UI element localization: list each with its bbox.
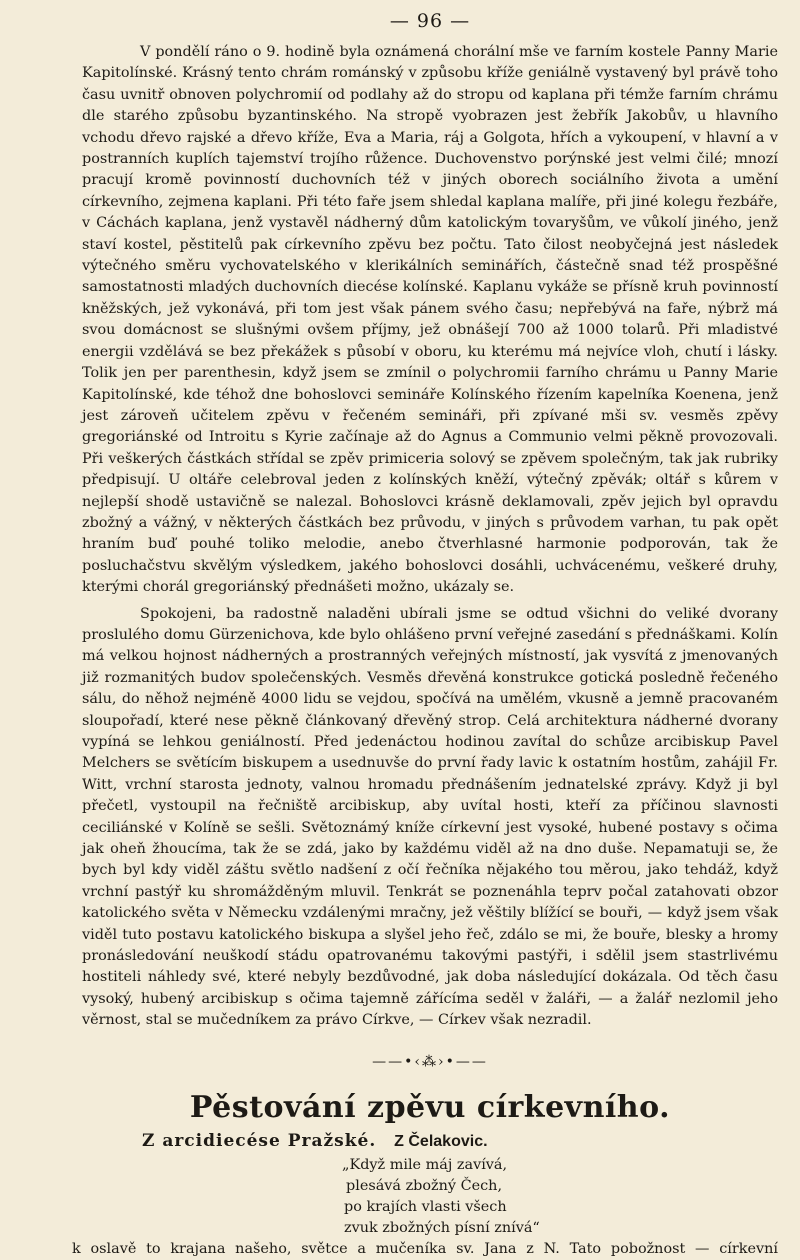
section-divider: ——•‹⁂›•—— [372,1053,488,1070]
article-continuation: k oslavě to krajana našeho, světce a mučeníka sv. Jana z N. Tato pobožnost — církevní [72,1240,778,1257]
poem-line: „Když mile máj zavívá, [342,1156,508,1173]
poem-line: po krajích vlasti všech [344,1198,507,1215]
paragraph-1: V pondělí ráno o 9. hodině byla oznámená chorální mše ve farním kostele Panny Marie Kapitolínské. Krásný tento chrám románský v způsobu kříže geniálně vystavený byl právě toho času uvnitř obnoven polychromií od podlahy až do stropu od kaplana při témže farním chrámu dle starého způsobu byzantinského. Na stropě vyobrazen jest žebřík Jakobův, u hlavního vchodu dřevo rajské a dřevo kříže, Eva a Maria, ráj a Golgota, hřích a vykoupení, v hlavní a v postranních kuplích tajemství trojího růžence. Duchovenstvo porýnské jest velmi čilé; mnozí pracují kromě povinností duchovních též v jiných oborech sociálního života a umění církevního, zejmena kaplani. Při této faře jsem shledal kaplana malíře, při jiné kolegu řezbáře, v Cáchách kaplana, jenž vystavěl nádherný dům katolickým tovaryšům, ve vůkolí jiného, jenž staví kostel, pěstitelů pak církevního zpěvu bez počtu. Tato čilost neobyčejná jest následek výtečného směru vychovatelského v klerikálních seminářích, částečně snad též prospěšné samostatnosti mladých duchovních diecése kolínské. Kaplanu vykáže se přísně kruh povinností kněžských, jež vykonává, při tom jest však pánem svého času; nepřebývá na faře, nýbrž má svou domácnost se slušnými ovšem příjmy, jež obnášejí 700 až 1000 tolarů. Při mladistvé energii vzdělává se bez překážek s působí v oboru, ku kterému má nejvíce vloh, chutí i lásky. Tolik jen per parenthesin, když jsem se zmínil o polychromii farního chrámu u Panny Marie Kapitolínské, kde téhož dne bohoslovci semináře Kolínského řízením kapelníka Koenena, jenž jest zároveň učitelem zpěvu v řečeném semináři, při zpívané mši sv. vesměs zpěvy gregoriánské od Introitu s Kyrie začínaje až do Agnus a Communio velmi pěkně provozovali. Při veškerých částkách střídal se zpěv primiceria solový se zpěvem společným, tak jak rubriky předpisují. U oltáře celebroval jeden z kolínských kněží, výtečný zpěvák; oltář s kůrem v nejlepší shodě ustavičně se nalezal. Bohoslovci krásně deklamovali, zpěv jejich byl opravdu zbožný a vážný, v některých částkách bez průvodu, v jiných s průvodem varhan, tu pak opět hraním buď pouhé toliko melodie, anebo čtverhlasné harmonie podporován, tak že posluchačstvu skvělým výsledkem, jakého bohoslovci dosáhli, uchvácenému, veškeré druhy, kterými chorál gregoriánský přednášeti možno, ukázaly se. [82,44,778,596]
diocese-label: Z arcidiecése Pražské. [142,1130,377,1151]
poem-line: plesává zbožný Čech, [346,1177,503,1194]
paragraph-2: Spokojeni, ba radostně naladěni ubírali jsme se odtud všichni do veliké dvorany proslulého domu Gürzenichova, kde bylo ohlášeno první veřejné zasedání s přednáškami. Kolín má velkou hojnost nádherných a prostranných veřejných místností, jak vysvítá z jmenovaných již rozmanitých budov společenských. Vesměs dřevěná konstrukce gotická posledně řečeného sálu, do něhož nejméně 4000 lidu se vejdou, spočívá na umělém, vkusně a jemně pracovaném sloupořadí, které nese pěkně článkovaný dřevěný strop. Celá architektura nádherné dvorany vypíná se lehkou geniálností. Před jedenáctou hodinou zavítal do schůze arcibiskup Pavel Melchers se světícím biskupem a usednuvše do první řady lavic k ostatním hostům, zahájil Fr. Witt, vrchní starosta jednoty, valnou hromadu přednášením jednatelské zprávy. Když ji byl přečetl, vystoupil na řečniště arcibiskup, aby uvítal hosti, kteří za příčinou slavnosti ceciliánské v Kolíně se sešli. Světoznámý kníže církevní jest vysoké, hubené postavy s očima jak oheň žhoucíma, tak že se zdá, jako by každému viděl až na dno duše. Nepamatuji se, že bych byl kdy viděl záštu světlo nadšení z očí řečníka nějakého tou měrou, jako tehdáž, když vrchní pastýř ku shromážděným mluvil. Tenkrát se poznenáhla teprv počal zatahovati obzor katolického světa v Německu vzdálenými mračny, jež věštily blížící se bouři, — když jsem však viděl tuto postavu katolického biskupa a slyšel jeho řeč, zdálo se mi, že bouře, blesky a hromy pronásledování neuškodí stádu opatrovanému takovými pastýři, i sdělil jsem stastrlivému hostiteli náhledy své, které nebyly bezdůvodné, jak doba následující dokázala. Od těch času vysoký, hubený arcibiskup s očima tajemně zářícíma seděl v žaláři, — a žalář nezlomil jeho věrnost, stal se mučedníkem za právo Církve, — Církev však nezradil. [82,605,778,1029]
poem-line: zvuk zbožných písní znívá“ [344,1219,540,1236]
poem [342,1155,778,1239]
place-label: Z Čelakovic. [394,1132,488,1150]
article-title: Pěstování zpěvu církevního. [189,1089,671,1125]
page-number: — 96 — [389,10,471,32]
article-subheading [82,1131,778,1151]
